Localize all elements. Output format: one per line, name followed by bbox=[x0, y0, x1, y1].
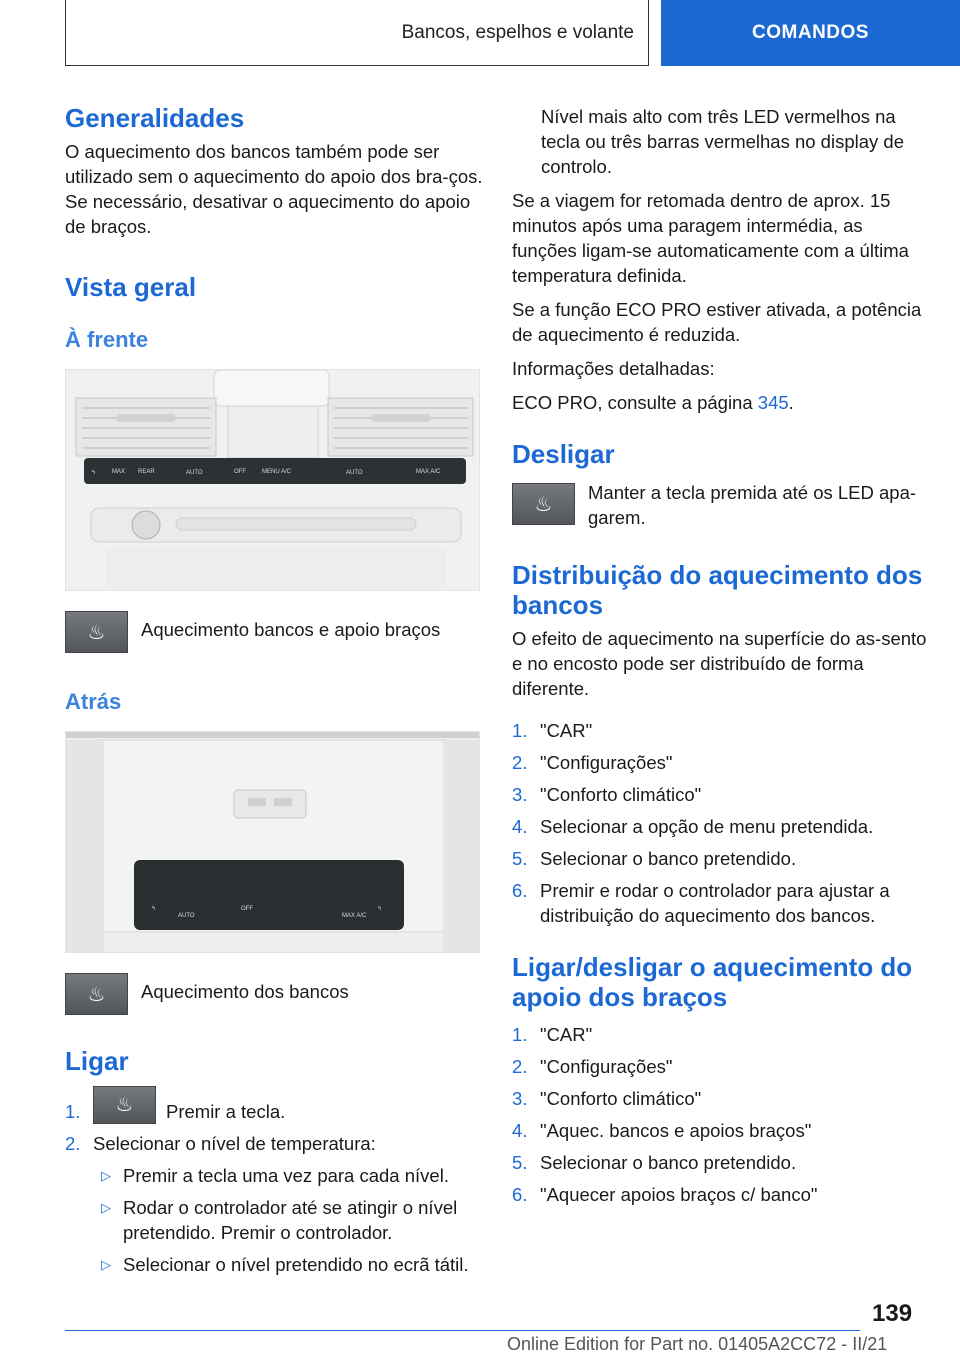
step-text: "Configurações" bbox=[540, 1056, 673, 1077]
heading-atras: Atrás bbox=[65, 689, 122, 714]
svg-text:AUTO: AUTO bbox=[186, 470, 203, 476]
header-chapter-tab[interactable] bbox=[661, 0, 960, 66]
step-text: "CAR" bbox=[540, 1024, 593, 1045]
svg-text:MAX A/C: MAX A/C bbox=[416, 469, 441, 475]
front-caption-row bbox=[65, 611, 483, 653]
page-link[interactable]: 345 bbox=[757, 392, 789, 413]
heading-vista-geral: Vista geral bbox=[65, 272, 197, 302]
step-number: 2. bbox=[512, 1056, 528, 1077]
triangle-right-icon: ▷ bbox=[101, 1200, 111, 1215]
distribuicao-text: O efeito de aquecimento na superfície do as-sento e no encosto pode ser distribuído de forma diferente. bbox=[512, 628, 927, 699]
list-item bbox=[65, 1086, 483, 1124]
step-number: 3. bbox=[512, 784, 528, 805]
generalidades-text: O aquecimento dos bancos também pode ser utilizado sem o aquecimento do apoio dos bra-ços. Se necessário, desativar o aquecimento do apoio de braços. bbox=[65, 141, 483, 237]
step-number: 1. bbox=[512, 720, 528, 741]
svg-text:ϟ: ϟ bbox=[152, 906, 156, 912]
list-item bbox=[512, 1150, 932, 1175]
substep-text: Rodar o controlador até se atingir o nível pretendido. Premir o controlador. bbox=[123, 1197, 458, 1243]
header-chapter-title: COMANDOS bbox=[752, 22, 869, 43]
para-resume: Se a viagem for retomada dentro de aprox. 15 minutos após uma paragem intermédia, as funções ligam-se automaticamente com a última temperatura definida. bbox=[512, 190, 909, 286]
svg-text:AUTO: AUTO bbox=[346, 470, 363, 476]
footer-divider bbox=[65, 1330, 860, 1331]
heading-frente: À frente bbox=[65, 327, 149, 352]
rear-caption-row bbox=[65, 973, 483, 1015]
heading-distribuicao: Distribuição do aquecimento dos bancos bbox=[512, 560, 923, 620]
apoio-steps bbox=[512, 1022, 932, 1207]
step-text: "CAR" bbox=[540, 720, 593, 741]
svg-text:MENU A/C: MENU A/C bbox=[262, 469, 292, 475]
heading-apoio: Ligar/desligar o aquecimento do apoio dos braços bbox=[512, 952, 913, 1012]
seat-heating-icon: ♨ bbox=[65, 973, 128, 1015]
desligar-text: Manter a tecla premida até os LED apa-garem. bbox=[588, 482, 917, 528]
front-console-illustration bbox=[66, 370, 480, 591]
ligar-steps bbox=[65, 1086, 483, 1156]
list-item bbox=[93, 1163, 483, 1188]
rear-caption: Aquecimento dos bancos bbox=[141, 981, 349, 1002]
seat-heating-icon: ♨ bbox=[65, 611, 128, 653]
step-text: Selecionar o nível de temperatura: bbox=[93, 1133, 376, 1154]
front-caption: Aquecimento bancos e apoio braços bbox=[141, 619, 441, 640]
left-column bbox=[65, 92, 483, 1284]
eco-ref-suffix: . bbox=[788, 392, 794, 413]
step-number: 6. bbox=[512, 880, 528, 901]
list-item bbox=[512, 718, 932, 743]
list-item bbox=[512, 1118, 932, 1143]
rear-console-photo bbox=[65, 731, 480, 953]
list-item bbox=[512, 782, 932, 807]
list-item bbox=[512, 1086, 932, 1111]
front-console-photo bbox=[65, 369, 480, 591]
list-item bbox=[512, 814, 932, 839]
step-text: "Aquec. bancos e apoios braços" bbox=[540, 1120, 812, 1141]
header-section-title: Bancos, espelhos e volante bbox=[401, 21, 634, 43]
triangle-right-icon: ▷ bbox=[101, 1168, 111, 1183]
step-text: Premir a tecla. bbox=[166, 1101, 286, 1122]
svg-text:AUTO: AUTO bbox=[178, 913, 195, 919]
step-text: "Conforto climático" bbox=[540, 1088, 702, 1109]
para-eco-pro: Se a função ECO PRO estiver ativada, a potência de aquecimento é reduzida. bbox=[512, 299, 922, 345]
svg-text:REAR: REAR bbox=[138, 469, 155, 475]
list-item bbox=[512, 750, 932, 775]
list-item bbox=[65, 1131, 483, 1156]
ligar-substeps bbox=[93, 1163, 483, 1277]
header-section-box bbox=[65, 0, 649, 66]
step-number: 1. bbox=[512, 1024, 528, 1045]
list-item bbox=[512, 846, 932, 871]
step-number: 3. bbox=[512, 1088, 528, 1109]
right-column bbox=[512, 104, 932, 1214]
heading-desligar: Desligar bbox=[512, 439, 615, 469]
svg-text:OFF: OFF bbox=[234, 469, 246, 475]
step-text: "Configurações" bbox=[540, 752, 673, 773]
step-text: "Conforto climático" bbox=[540, 784, 702, 805]
triangle-right-icon: ▷ bbox=[101, 1257, 111, 1272]
para-eco-ref bbox=[512, 390, 932, 415]
distribuicao-steps bbox=[512, 718, 932, 928]
step-number: 4. bbox=[512, 1120, 528, 1141]
svg-text:ϟ: ϟ bbox=[92, 470, 96, 476]
step-number: 4. bbox=[512, 816, 528, 837]
step-text: "Aquecer apoios braços c/ banco" bbox=[540, 1184, 818, 1205]
step-text: Selecionar a opção de menu pretendida. bbox=[540, 816, 874, 837]
list-item bbox=[512, 1022, 932, 1047]
substep-text: Selecionar o nível pretendido no ecrã tátil. bbox=[123, 1254, 469, 1275]
heading-generalidades: Generalidades bbox=[65, 103, 245, 133]
eco-ref-prefix: ECO PRO, consulte a página bbox=[512, 392, 758, 413]
page-number: 139 bbox=[872, 1300, 913, 1327]
svg-text:MAX A/C: MAX A/C bbox=[342, 913, 367, 919]
step-text: Premir e rodar o controlador para ajustar a distribuição do aquecimento dos bancos. bbox=[540, 880, 890, 926]
footer-edition: Online Edition for Part no. 01405A2CC72 - II/21 bbox=[507, 1334, 888, 1354]
list-item bbox=[512, 1054, 932, 1079]
substep-text: Premir a tecla uma vez para cada nível. bbox=[123, 1165, 449, 1186]
seat-heating-icon: ♨ bbox=[93, 1086, 156, 1124]
para-info: Informações detalhadas: bbox=[512, 358, 715, 379]
list-item bbox=[512, 1182, 932, 1207]
list-item bbox=[512, 878, 932, 928]
step-text: Selecionar o banco pretendido. bbox=[540, 1152, 797, 1173]
step-text: Selecionar o banco pretendido. bbox=[540, 848, 797, 869]
rear-console-illustration bbox=[66, 732, 480, 953]
list-item bbox=[93, 1252, 483, 1277]
step-number: 2. bbox=[65, 1133, 81, 1154]
step-number: 1. bbox=[65, 1101, 81, 1122]
svg-text:MAX: MAX bbox=[112, 469, 126, 475]
desligar-row bbox=[512, 483, 932, 530]
seat-heating-icon: ♨ bbox=[512, 483, 575, 525]
step-number: 6. bbox=[512, 1184, 528, 1205]
heading-ligar: Ligar bbox=[65, 1046, 129, 1076]
svg-text:OFF: OFF bbox=[241, 906, 253, 912]
continued-text: Nível mais alto com três LED vermelhos na tecla ou três barras vermelhas no display de controlo. bbox=[541, 106, 904, 177]
step-number: 5. bbox=[512, 1152, 528, 1173]
svg-text:ϟ: ϟ bbox=[378, 906, 382, 912]
page-header bbox=[0, 0, 960, 66]
step-number: 5. bbox=[512, 848, 528, 869]
step-number: 2. bbox=[512, 752, 528, 773]
list-item bbox=[93, 1195, 483, 1245]
